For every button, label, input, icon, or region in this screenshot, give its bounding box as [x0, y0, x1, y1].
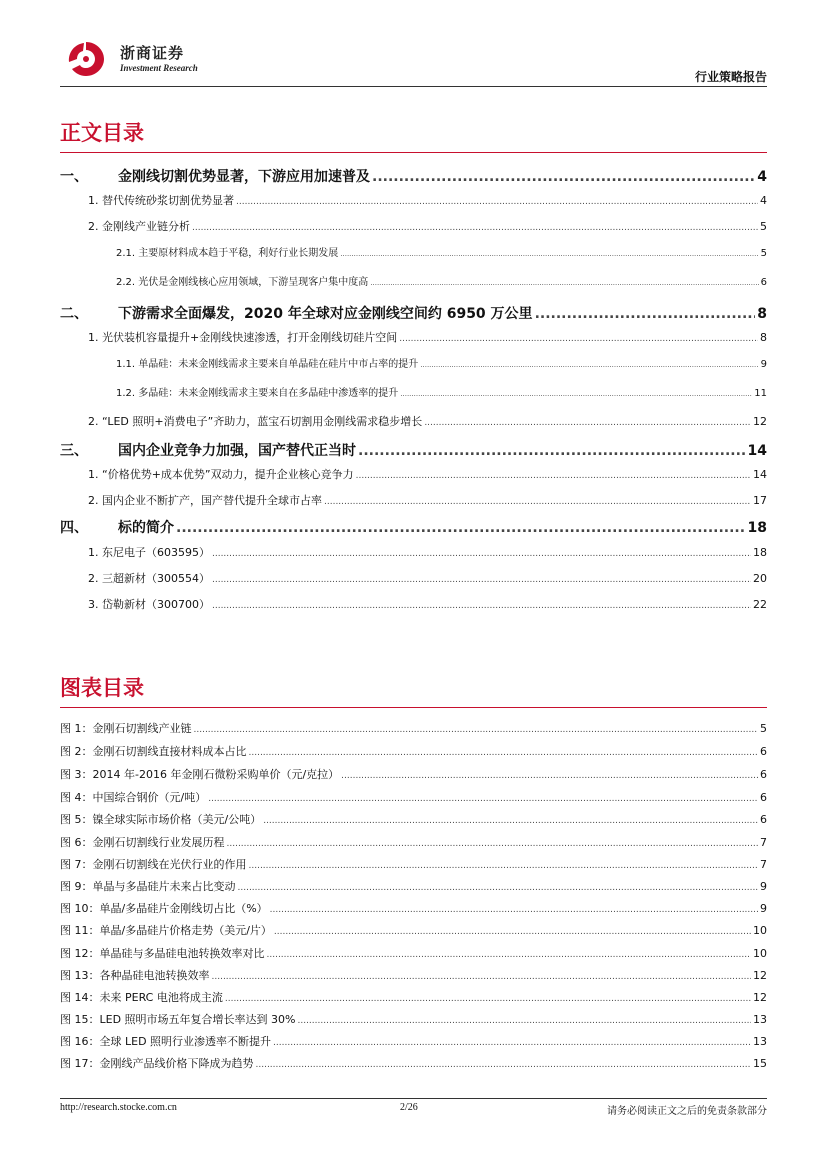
toc-page-number: 17: [753, 494, 767, 507]
toc-entry-level2[interactable]: [88, 466, 767, 484]
figure-entry-text: 图 13：各种晶硅电池转换效率: [60, 969, 210, 982]
toc-entry-level2[interactable]: [88, 218, 767, 236]
brand-name-cn: 浙商证券: [120, 44, 185, 62]
figure-entry[interactable]: [60, 967, 767, 985]
figure-entry[interactable]: [60, 743, 767, 761]
toc-page-number: 12: [753, 415, 767, 428]
figure-entry-text: 图 7：金刚石切割线在光伏行业的作用: [60, 858, 247, 871]
toc-page-number: 11: [754, 388, 767, 399]
page-header: [60, 36, 767, 88]
figure-entry[interactable]: [60, 720, 767, 738]
figure-entry-text: 图 4：中国综合钢价（元/吨）: [60, 791, 207, 804]
figure-page-number: 6: [760, 813, 767, 826]
figure-entry[interactable]: [60, 834, 767, 852]
toc-entry-text: 金刚线切割优势显著，下游应用加速普及: [118, 169, 370, 185]
toc-page-number: 18: [753, 546, 767, 559]
toc-entry-text: 1. “价格优势+成本优势”双动力，提升企业核心竞争力: [88, 468, 354, 481]
figure-entry-text: 图 15：LED 照明市场五年复合增长率达到 30%: [60, 1013, 296, 1026]
figure-page-number: 10: [753, 947, 767, 960]
toc-page-number: 4: [757, 169, 767, 185]
toc-entry-level3[interactable]: [116, 355, 767, 373]
toc-entry-text: 1.2. 多晶硅：未来金刚线需求主要来自在多晶硅中渗透率的提升: [116, 388, 399, 399]
toc-entry-text: 1. 东尼电子（603595）: [88, 546, 210, 559]
footer-page-number: 2/26: [400, 1102, 418, 1113]
figures-title-divider: [60, 707, 767, 708]
figure-entry[interactable]: [60, 922, 767, 940]
figure-entry-text: 图 17：金刚线产品线价格下降成为趋势: [60, 1057, 254, 1070]
figure-page-number: 9: [760, 902, 767, 915]
toc-entry-text: 2. 金刚线产业链分析: [88, 220, 190, 233]
figure-page-number: 13: [753, 1013, 767, 1026]
toc-page-number: 5: [760, 220, 767, 233]
toc-entry-text: 2.2. 光伏是金刚线核心应用领域，下游呈现客户集中度高: [116, 277, 369, 288]
figure-page-number: 7: [760, 858, 767, 871]
figure-entry[interactable]: [60, 789, 767, 807]
toc-entry-level1[interactable]: 四、 标的简介 ..... 18: [60, 517, 767, 535]
figure-entry-text: 图 5：镍全球实际市场价格（美元/公吨）: [60, 813, 262, 826]
toc-entry-text: 下游需求全面爆发，2020 年全球对应金刚线空间约 6950 万公里: [118, 306, 533, 322]
toc-entry-level3[interactable]: [116, 384, 767, 402]
toc-entry-text: 1. 光伏装机容量提升+金刚线快速渗透，打开金刚线切硅片空间: [88, 331, 398, 344]
toc-page-number: 8: [760, 331, 767, 344]
toc-entry-text: 标的简介: [118, 520, 174, 536]
toc-page-number: 5: [760, 248, 767, 259]
figure-entry-text: 图 16：全球 LED 照明行业渗透率不断提升: [60, 1035, 272, 1048]
toc-page-number: 8: [757, 306, 767, 322]
figure-page-number: 12: [753, 969, 767, 982]
toc-entry-level1[interactable]: 一、 金刚线切割优势显著，下游应用加速普及 ..... 4: [60, 166, 767, 184]
figure-entry[interactable]: [60, 1011, 767, 1029]
figure-entry[interactable]: [60, 811, 767, 829]
header-divider: [60, 86, 767, 87]
toc-page-number: 9: [760, 359, 767, 370]
toc-entry-level3[interactable]: [116, 273, 767, 291]
footer-disclaimer: 请务必阅读正文之后的免责条款部分: [607, 1106, 767, 1117]
figure-entry[interactable]: [60, 878, 767, 896]
figure-entry-text: 图 2：金刚石切割线直接材料成本占比: [60, 745, 247, 758]
figure-entry[interactable]: [60, 766, 767, 784]
toc-entry-text: 2. 国内企业不断扩产，国产替代提升全球市占率: [88, 494, 322, 507]
figure-entry[interactable]: [60, 856, 767, 874]
report-type: 行业策略报告: [694, 70, 767, 84]
figure-entry-text: 图 6：金刚石切割线行业发展历程: [60, 836, 225, 849]
toc-title: 正文目录: [60, 121, 144, 145]
toc-page-number: 4: [760, 194, 767, 207]
figure-entry[interactable]: [60, 945, 767, 963]
toc-entry-text: 1.1. 单晶硅：未来金刚线需求主要来自单晶硅在硅片中市占率的提升: [116, 359, 419, 370]
figure-entry-text: 图 11：单晶/多晶硅片价格走势（美元/片）: [60, 924, 272, 937]
toc-entry-level2[interactable]: [88, 329, 767, 347]
figure-page-number: 15: [753, 1057, 767, 1070]
toc-entry-level3[interactable]: [116, 244, 767, 262]
toc-entry-level2[interactable]: [88, 596, 767, 614]
figure-page-number: 6: [760, 791, 767, 804]
figure-entry-text: 图 9：单晶与多晶硅片未来占比变动: [60, 880, 236, 893]
toc-entry-text: 2. 三超新材（300554）: [88, 572, 210, 585]
figure-page-number: 7: [760, 836, 767, 849]
figure-page-number: 6: [760, 745, 767, 758]
figure-page-number: 12: [753, 991, 767, 1004]
toc-entry-level1[interactable]: 二、 下游需求全面爆发，2020 年全球对应金刚线空间约 6950 万公里 ..... 8: [60, 303, 767, 321]
figures-title: 图表目录: [60, 676, 144, 700]
footer-divider: [60, 1098, 767, 1099]
figure-page-number: 6: [760, 768, 767, 781]
figure-entry[interactable]: [60, 1033, 767, 1051]
toc-entry-text: 1. 替代传统砂浆切割优势显著: [88, 194, 234, 207]
figure-entry[interactable]: [60, 989, 767, 1007]
toc-page-number: 20: [753, 572, 767, 585]
toc-page-number: 18: [747, 520, 767, 536]
toc-page-number: 22: [753, 598, 767, 611]
figure-page-number: 5: [760, 722, 767, 735]
toc-entry-text: 2.1. 主要原材料成本趋于平稳，利好行业长期发展: [116, 248, 339, 259]
figure-entry-text: 图 14：未来 PERC 电池将成主流: [60, 991, 223, 1004]
figure-entry-text: 图 1：金刚石切割线产业链: [60, 722, 192, 735]
toc-entry-text: 3. 岱勒新材（300700）: [88, 598, 210, 611]
toc-entry-level2[interactable]: [88, 544, 767, 562]
toc-page-number: 6: [760, 277, 767, 288]
figure-entry[interactable]: [60, 1055, 767, 1073]
figure-entry[interactable]: [60, 900, 767, 918]
toc-entry-text: 2. “LED 照明+消费电子”齐助力，蓝宝石切割用金刚线需求稳步增长: [88, 415, 423, 428]
figure-page-number: 13: [753, 1035, 767, 1048]
figure-page-number: 10: [753, 924, 767, 937]
toc-title-divider: [60, 152, 767, 153]
toc-page-number: 14: [747, 443, 767, 459]
toc-entry-level2[interactable]: [88, 192, 767, 210]
toc-entry-level2[interactable]: [88, 570, 767, 588]
figure-entry-text: 图 3：2014 年-2016 年金刚石微粉采购单价（元/克拉）: [60, 768, 340, 781]
toc-entry-level2[interactable]: [88, 492, 767, 510]
toc-entry-level2[interactable]: [88, 413, 767, 431]
figure-entry-text: 图 10：单晶/多晶硅片金刚线切占比（%）: [60, 902, 268, 915]
figure-entry-text: 图 12：单晶硅与多晶硅电池转换效率对比: [60, 947, 265, 960]
footer-url-link[interactable]: http://research.stocke.com.cn: [60, 1102, 177, 1113]
toc-page-number: 14: [753, 468, 767, 481]
brand-name-en: Investment Research: [120, 63, 198, 73]
zheshang-logo-icon: [66, 40, 106, 78]
toc-entry-level1[interactable]: 三、 国内企业竞争力加强，国产替代正当时 ..... 14: [60, 440, 767, 458]
toc-entry-text: 国内企业竞争力加强，国产替代正当时: [118, 443, 356, 459]
figure-page-number: 9: [760, 880, 767, 893]
